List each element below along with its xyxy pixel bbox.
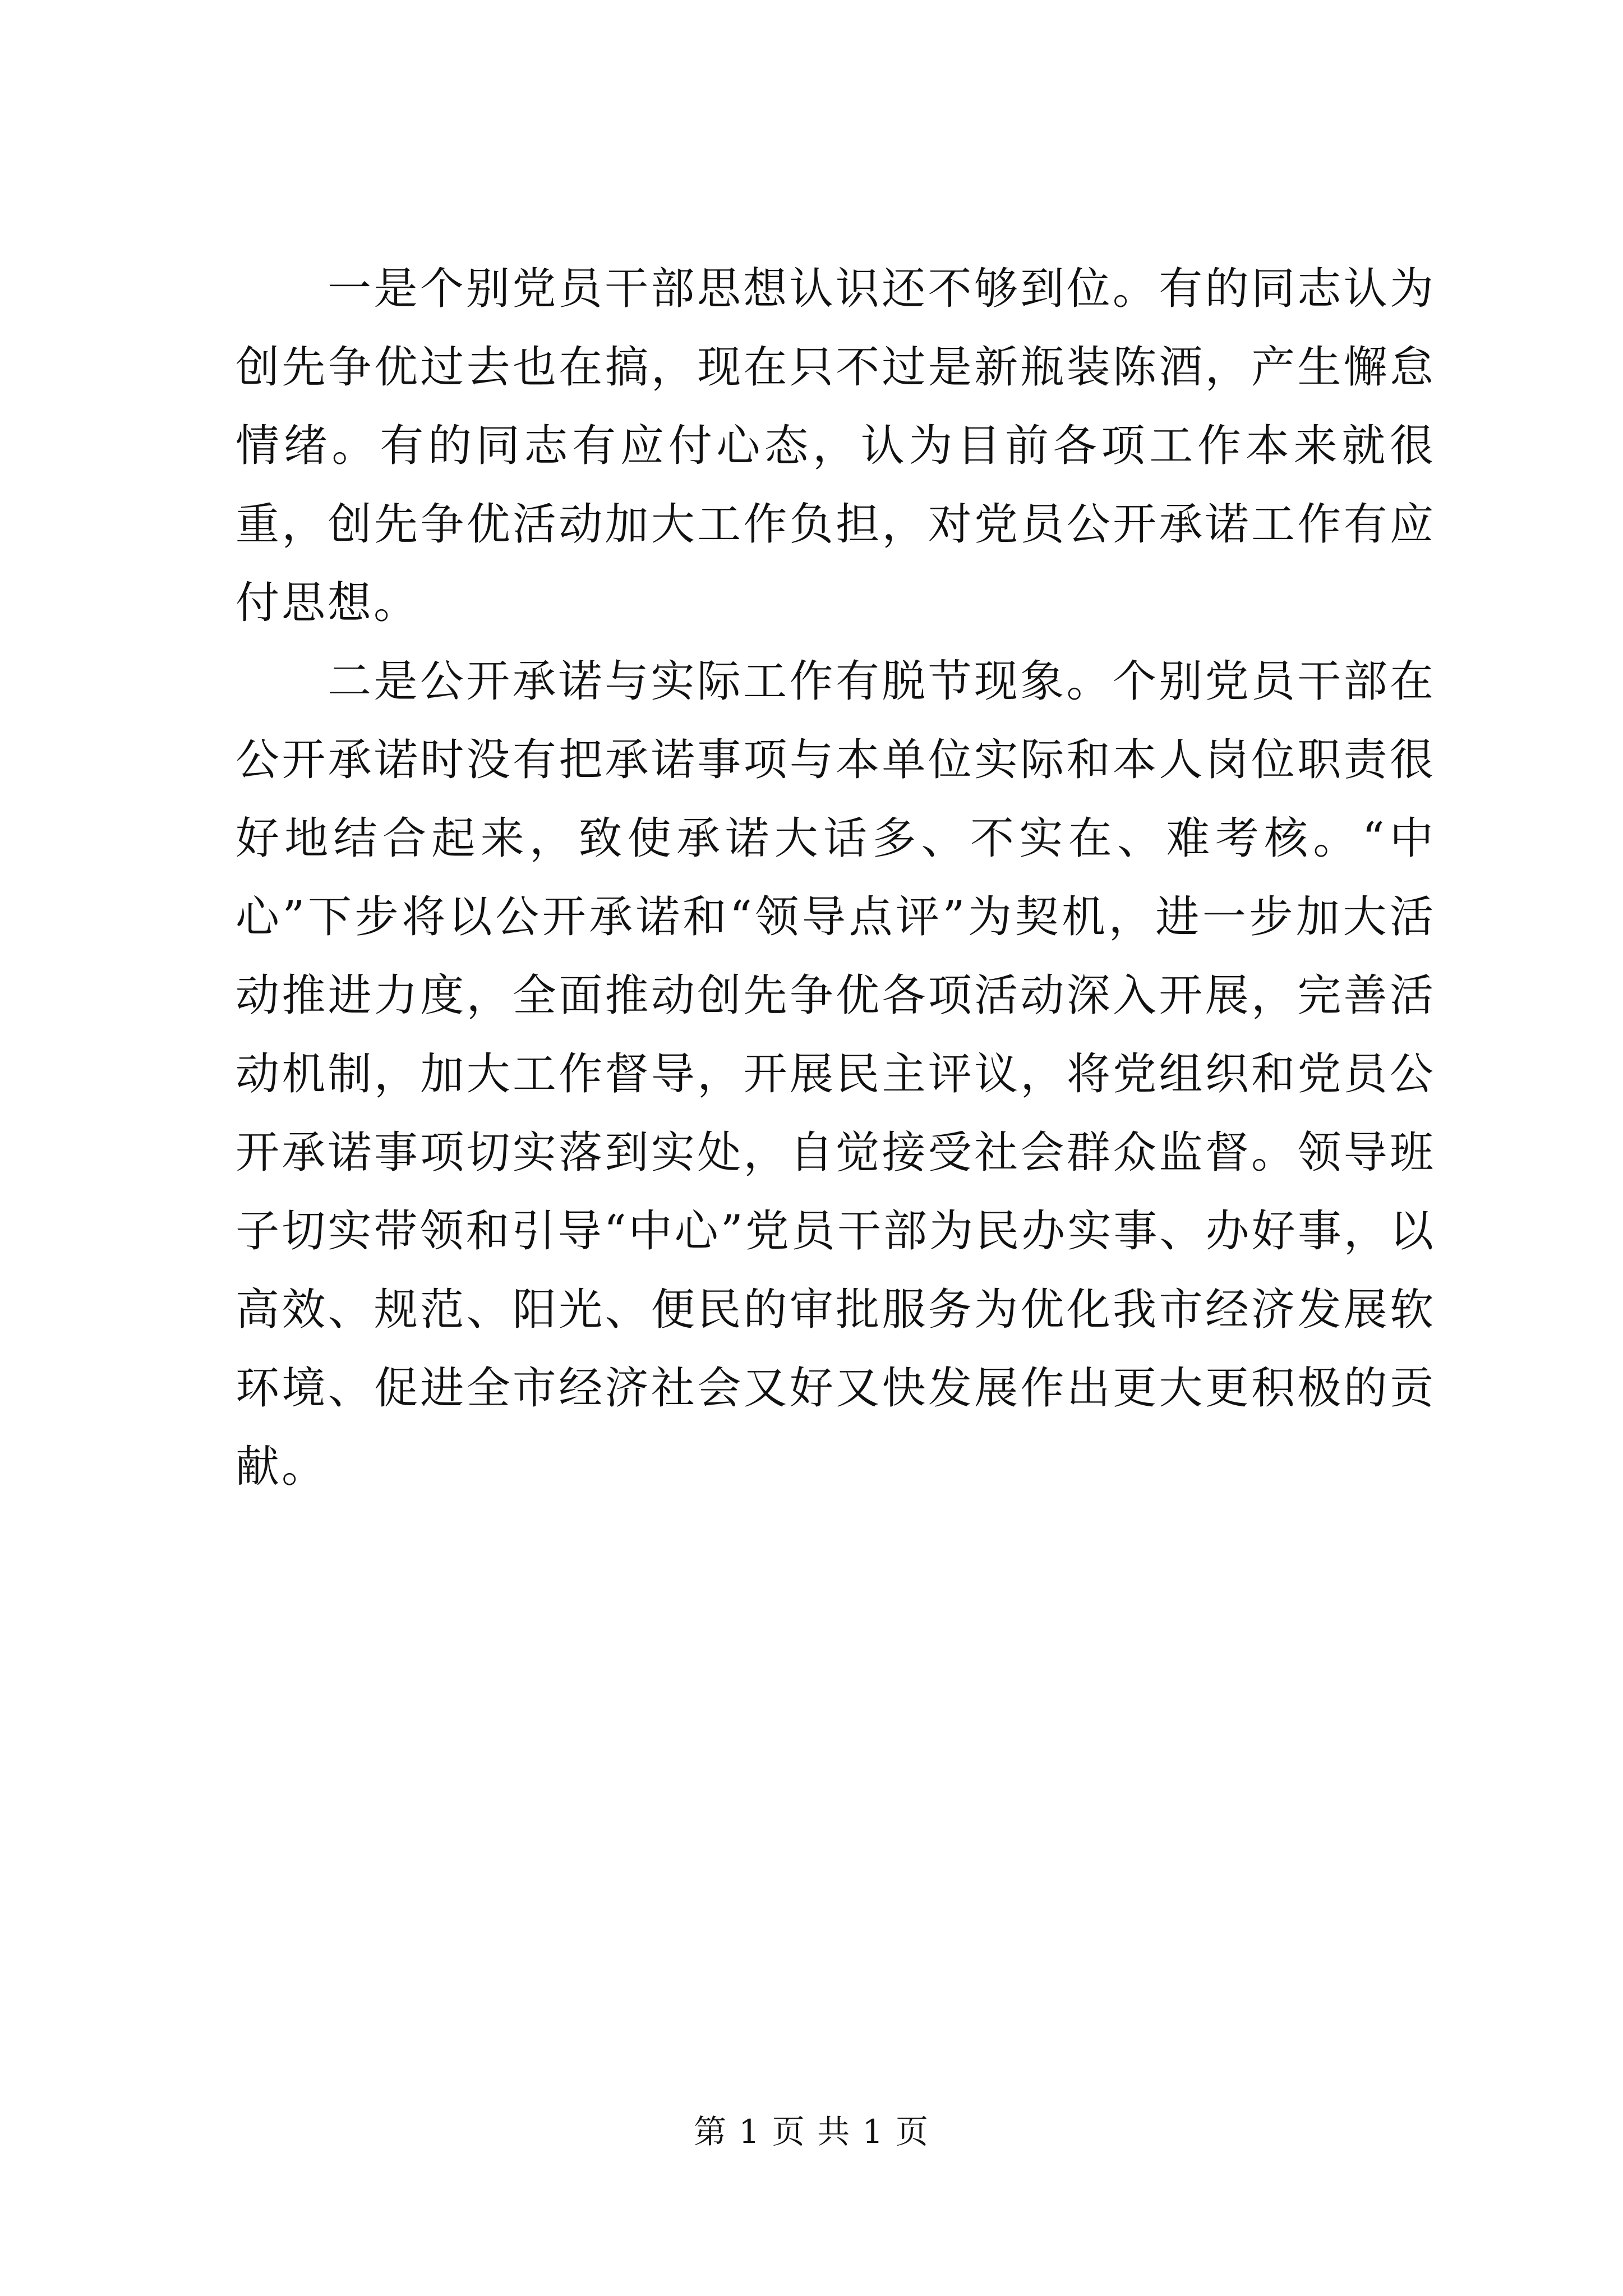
document-body	[236, 250, 1436, 1506]
page-number-footer: 第 1 页 共 1 页	[694, 2113, 929, 2151]
paragraph-1: 一是个别党员干部思想认识还不够到位。有的同志认为创先争优过去也在搞，现在只不过是新瓶装陈酒，产生懈怠情绪。有的同志有应付心态，认为目前各项工作本来就很重，创先争优活动加大工作负担，对党员公开承诺工作有应付思想。	[236, 264, 1436, 628]
paragraph-2: 二是公开承诺与实际工作有脱节现象。个别党员干部在公开承诺时没有把承诺事项与本单位实际和本人岗位职责很好地结合起来，致使承诺大话多、不实在、难考核。“中心”下步将以公开承诺和“领导点评”为契机，进一步加大活动推进力度，全面推动创先争优各项活动深入开展，完善活动机制，加大工作督导，开展民主评议，将党组织和党员公开承诺事项切实落到实处，自觉接受社会群众监督。领导班子切实带领和引导“中心”党员干部为民办实事、办好事，以高效、规范、阳光、便民的审批服务为优化我市经济发展软环境、促进全市经济社会又好又快发展作出更大更积极的贡献。	[236, 656, 1436, 1492]
